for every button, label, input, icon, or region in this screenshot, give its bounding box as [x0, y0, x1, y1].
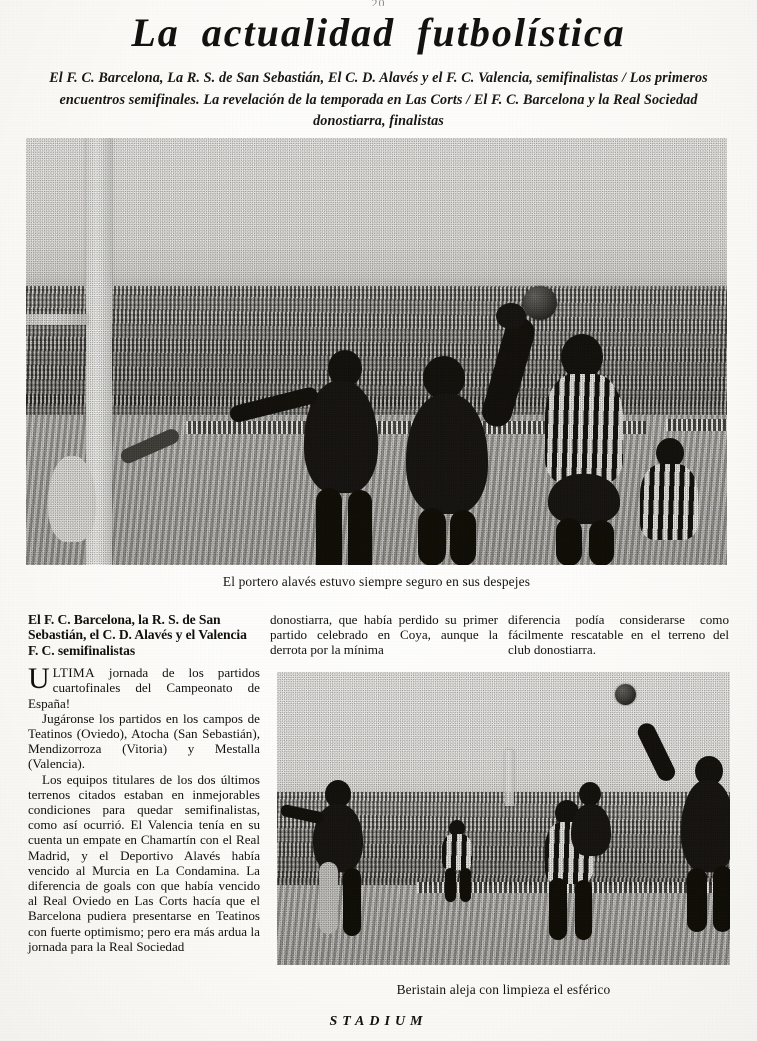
article-column-1	[28, 612, 260, 954]
article-paragraph-3: Los equipos titulares de los dos últimos terrenos citados estaban en inmejorables condiciones para quedar semifinalistas, como así ocurrió. El Valencia tenía en su cuenta un empate en Chamartín con el Real Madrid, y el Deportivo Alavés había vencido al Murcia en La Condamina. La diferencia de goals con que había vencido al Real Oviedo en Las Corts hacía que el Barcelona pudiera presentarse en Teatinos con fuerte optimismo; pero era más ardua la jornada para la Real Sociedad	[28, 771, 260, 954]
article-column-3: diferencia podía considerarse como fácilmente rescatable en el terreno del club donostiarra.	[508, 612, 729, 658]
photo1-caption: El portero alavés estuvo siempre seguro en sus despejes	[222, 574, 531, 589]
article-paragraph-2: Jugáronse los partidos en los campos de Teatinos (Oviedo), Atocha (San Sebastián), Mendizorroza (Vitoria) y Mestalla (Valencia).	[28, 710, 260, 772]
page-folio	[0, 0, 757, 6]
article-standfirst: El F. C. Barcelona, La R. S. de San Sebastián, El C. D. Alavés y el F. C. Valencia, semifinalistas / Los primeros encuentros semifinales. La revelación de la temporada en Las Corts / El F. C. Barcelona y la Real Sociedad donostiarra, finalistas	[49, 70, 708, 130]
article-paragraph-1	[28, 662, 260, 711]
article-paragraph-1-text: jornada de los partidos cuartofinales del Campeonato de España!	[28, 665, 260, 711]
beristain-clearance-photo	[277, 672, 730, 965]
photo1-grain-texture	[26, 138, 727, 565]
article-body-column-1	[28, 662, 260, 954]
photo2-grain-texture	[277, 672, 730, 965]
page-title: La actualidad futbolística	[131, 10, 626, 55]
drop-cap: U	[28, 662, 50, 696]
article-subhead: El F. C. Barcelona, la R. S. de San Sebastián, el C. D. Alavés y el Valencia F. C. semifinalistas	[28, 612, 247, 658]
page-footer-masthead: STADIUM	[329, 1014, 428, 1029]
goalkeeper-punch-photo	[26, 138, 727, 565]
article-column-2: donostiarra, que había perdido su primer partido celebrado en Coya, aunque la derrota por la mínima	[270, 612, 498, 658]
lead-smallcaps: LTIMA	[52, 665, 95, 681]
photo2-caption: Beristain aleja con limpieza el esférico	[396, 982, 611, 997]
